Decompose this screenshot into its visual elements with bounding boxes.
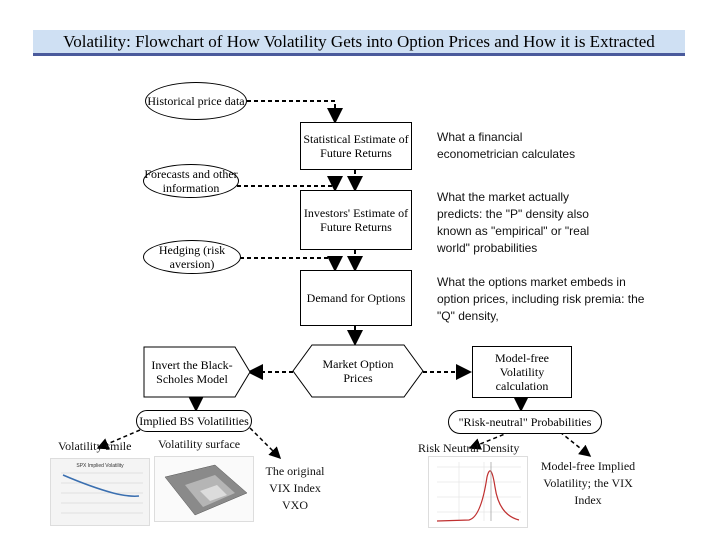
node-statistical-estimate: Statistical Estimate of Future Returns: [300, 122, 412, 170]
node-model-free-volatility: Model-free Volatility calculation: [472, 346, 572, 398]
node-forecasts: Forecasts and other information: [143, 164, 239, 198]
node-demand-for-options: Demand for Options: [300, 270, 412, 326]
thumb-smile-title: SPX Implied Volatility: [76, 463, 124, 469]
arrow-hedging-to-demand: [240, 258, 335, 270]
smile-chart-icon: [51, 459, 149, 525]
node-risk-neutral-probabilities: "Risk-neutral" Probabilities: [448, 410, 602, 434]
node-historical-price-data: Historical price data: [145, 82, 247, 120]
note-market-predicts: What the market actually predicts: the "P" density also known as "empirical" or "real world" probabilities: [437, 190, 590, 255]
density-chart-icon: [429, 457, 527, 527]
surface-chart-icon: [155, 457, 253, 521]
label-volatility-smile: Volatility smile: [58, 439, 132, 453]
thumbnail-volatility-smile: [50, 458, 150, 526]
arrow-implied-to-vxo: [250, 428, 280, 458]
arrow-rn-to-vix: [560, 432, 590, 456]
node-investors-estimate: Investors' Estimate of Future Returns: [300, 190, 412, 250]
label-risk-neutral-density: Risk Neutral Density: [418, 441, 520, 455]
label-volatility-surface: Volatility surface: [158, 437, 241, 451]
note-econometrician: What a financial econometrician calculates: [437, 130, 576, 161]
thumbnail-volatility-surface: [154, 456, 254, 522]
label-model-free-vix: Model-free Implied Volatility; the VIX Index: [540, 459, 636, 507]
node-invert-black-scholes: Invert the Black-Scholes Model: [151, 358, 233, 386]
thumbnail-risk-neutral-density: [428, 456, 528, 528]
label-original-vix: The original VIX Index VXO: [265, 464, 325, 512]
page-title: Volatility: Flowchart of How Volatility Gets into Option Prices and How it is Extracted: [63, 32, 655, 51]
node-hedging: Hedging (risk aversion): [143, 240, 241, 274]
note-options-embeds: What the options market embeds in option prices, including risk premia: the "Q" density,: [437, 275, 645, 323]
node-implied-bs-volatilities: Implied BS Volatilities: [136, 410, 252, 432]
node-market-option-prices: Market Option Prices: [322, 357, 394, 385]
arrow-historical-to-statistical: [247, 101, 335, 122]
